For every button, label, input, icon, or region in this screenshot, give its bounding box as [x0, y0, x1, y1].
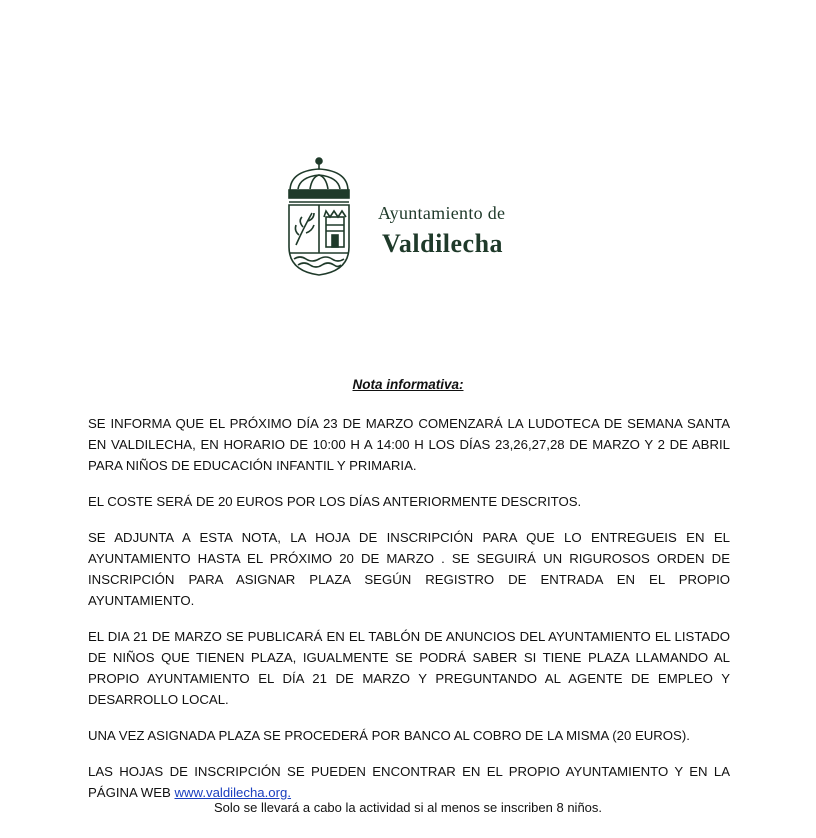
paragraph-forms-text: LAS HOJAS DE INSCRIPCIÓN SE PUEDEN ENCONTRAR EN EL PROPIO AYUNTAMIENTO Y EN LA PÁGINA WEB: [88, 764, 730, 800]
paragraph-payment: UNA VEZ ASIGNADA PLAZA SE PROCEDERÁ POR BANCO AL COBRO DE LA MISMA (20 EUROS).: [88, 728, 690, 743]
paragraph-registration: SE ADJUNTA A ESTA NOTA, LA HOJA DE INSCRIPCIÓN PARA QUE LO ENTREGUEIS EN EL AYUNTAMIENTO HASTA EL PRÓXIMO 20 DE MARZO . SE SEGUIRÁ UN RIGUROSOS ORDEN DE INSCRIPCIÓN PARA ASIGNAR PLAZA SEGÚN REGISTRO DE ENTRADA EN EL PROPIO AYUNTAMIENTO.: [88, 530, 730, 608]
minimum-enrollment-note: Solo se llevará a cabo la actividad si al menos se inscriben 8 niños.: [213, 800, 603, 815]
document-body: [88, 413, 730, 818]
paragraph-cost: EL COSTE SERÁ DE 20 EUROS POR LOS DÍAS ANTERIORMENTE DESCRITOS.: [88, 494, 582, 509]
website-link[interactable]: www.valdilecha.org.: [174, 785, 292, 800]
municipal-logo: [284, 155, 544, 280]
document-title: Nota informativa:: [352, 377, 464, 392]
logo-text-line1: Ayuntamiento de: [378, 203, 506, 223]
coat-of-arms-icon: [284, 155, 354, 277]
paragraph-publication: EL DIA 21 DE MARZO SE PUBLICARÁ EN EL TABLÓN DE ANUNCIOS DEL AYUNTAMIENTO EL LISTADO DE NIÑOS QUE TIENEN PLAZA, IGUALMENTE SE PODRÁ SABER SI TIENE PLAZA LLAMANDO AL PROPIO AYUNTAMIENTO EL DÍA 21 DE MARZO Y PREGUNTANDO AL AGENTE DE EMPLEO Y DESARROLLO LOCAL.: [88, 629, 730, 707]
paragraph-announcement: SE INFORMA QUE EL PRÓXIMO DÍA 23 DE MARZO COMENZARÁ LA LUDOTECA DE SEMANA SANTA EN VALDILECHA, EN HORARIO DE 10:00 H A 14:00 H LOS DÍAS 23,26,27,28 DE MARZO Y 2 DE ABRIL PARA NIÑOS DE EDUCACIÓN INFANTIL Y PRIMARIA.: [88, 416, 730, 473]
logo-text-line2: Valdilecha: [382, 229, 504, 258]
paragraph-forms: [88, 761, 730, 803]
